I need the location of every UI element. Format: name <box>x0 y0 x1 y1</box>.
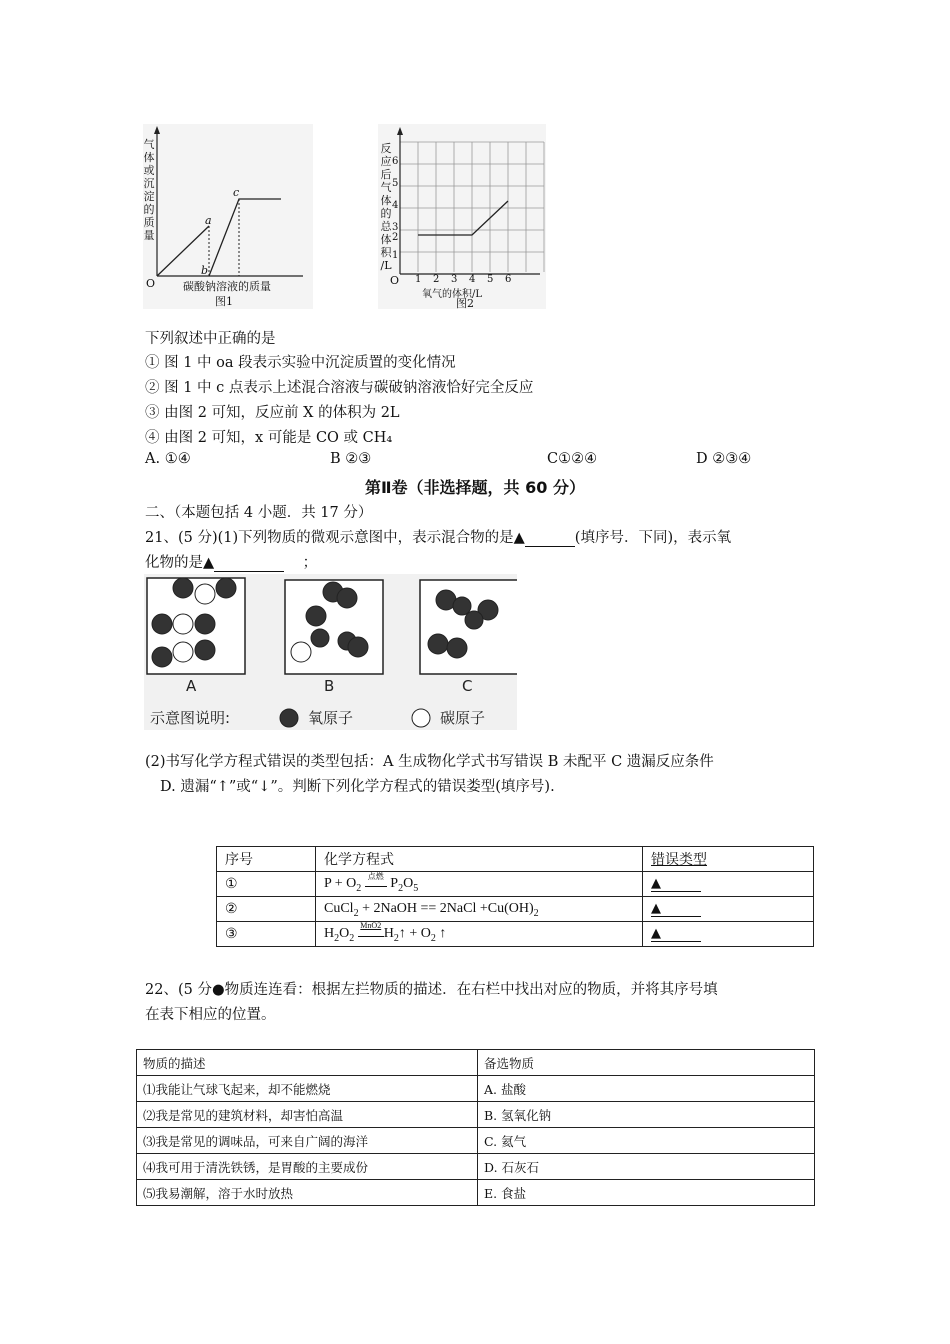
q21-part2-line-1: (2)书写化学方程式错误的类型包括：A 生成物化学式书写错误 B 未配平 C 遗漏反应条件 <box>145 754 714 770</box>
section-2-heading: 二、（本题包括 4 小题．共 17 分） <box>145 505 373 521</box>
box-label-b: B <box>324 677 335 695</box>
description-cell: ⑵我是常见的建筑材料，却害怕高温 <box>137 1102 478 1128</box>
table-row <box>217 897 814 922</box>
q20-statement-2: ② 图 1 中 c 点表示上述混合溶液与碳破钠溶液恰好完全反应 <box>145 380 534 396</box>
legend-carbon: 碳原子 <box>440 709 486 727</box>
row-number: ③ <box>217 922 316 947</box>
x-tick-6: 6 <box>505 274 512 285</box>
candidate-cell: B. 氢氧化钠 <box>478 1102 815 1128</box>
header-equation: 化学方程式 <box>316 847 643 872</box>
answer-cell[interactable]: ▲ <box>643 897 814 922</box>
answer-cell[interactable]: ▲ <box>643 872 814 897</box>
y-tick-4: 4 <box>392 200 399 211</box>
table-row <box>137 1102 815 1128</box>
candidate-cell: A. 盐酸 <box>478 1076 815 1102</box>
y-tick-2: 2 <box>392 232 399 243</box>
figure-2-xlabel: 氧气的体积/L <box>422 289 483 300</box>
y-tick-6: 6 <box>392 156 399 167</box>
table-row <box>137 1076 815 1102</box>
origin-label: O <box>390 274 400 287</box>
header-description: 物质的描述 <box>137 1050 478 1076</box>
equation-1: $P + O_2$ 点燃 $P_2O_5$ <box>316 872 643 897</box>
carbon-atom-icon <box>410 707 432 729</box>
equation-table <box>216 846 814 947</box>
figure-1-xlabel: 碳酸钠溶液的质量 <box>183 280 271 293</box>
y-tick-1: 1 <box>392 250 399 261</box>
point-b-label: b <box>201 264 209 277</box>
figure-2 <box>378 124 546 309</box>
description-cell: ⑸我易潮解，溶于水时放热 <box>137 1180 478 1206</box>
equation-2: CuCl$_2$ + 2NaOH == 2NaCl $+Cu(OH)_2$ <box>316 897 643 922</box>
table-row <box>217 922 814 947</box>
table-row <box>217 872 814 897</box>
candidate-cell: C. 氦气 <box>478 1128 815 1154</box>
description-cell: ⑴我能让气球飞起来，却不能燃烧 <box>137 1076 478 1102</box>
table-row <box>137 1180 815 1206</box>
x-tick-3: 3 <box>451 274 458 285</box>
point-c-label: c <box>233 186 240 199</box>
q22-line-2: 在表下相应的位置。 <box>145 1007 276 1023</box>
y-tick-3: 3 <box>392 222 399 233</box>
figure-2-ylabel: 反 应 后 气 体 的 总 体 积 /L <box>380 142 392 272</box>
figure-2-caption: 图2 <box>456 297 474 310</box>
q20-option-c: C①②④ <box>547 451 598 467</box>
header-candidates: 备选物质 <box>478 1050 815 1076</box>
x-tick-1: 1 <box>415 274 422 285</box>
section-title: 第Ⅱ卷（非选择题，共 60 分） <box>365 478 585 497</box>
table-row <box>137 1128 815 1154</box>
q20-option-a: A. ①④ <box>145 451 191 467</box>
candidate-cell: E. 食盐 <box>478 1180 815 1206</box>
q20-statement-1: ① 图 1 中 oa 段表示实验中沉淀质置的变化情况 <box>145 355 456 371</box>
description-cell: ⑷我可用于清洗铁锈，是胃酸的主要成份 <box>137 1154 478 1180</box>
x-tick-4: 4 <box>469 274 476 285</box>
origin-label: O <box>146 277 156 290</box>
matching-table <box>136 1049 815 1206</box>
x-tick-2: 2 <box>433 274 440 285</box>
figure-1-caption: 图1 <box>215 295 233 308</box>
legend-oxygen: 氧原子 <box>308 709 354 727</box>
point-a-label: a <box>205 214 212 227</box>
row-number: ② <box>217 897 316 922</box>
answer-cell[interactable]: ▲ <box>643 922 814 947</box>
q20-option-b: B ②③ <box>330 451 372 467</box>
box-label-c: C <box>462 677 473 695</box>
q21-line-1: 21、(5 分)(1)下列物质的微观示意图中，表示混合物的是▲ (填序号．下同)，表示氧 <box>145 530 732 546</box>
figure-1-ylabel: 气 体 或 沉 淀 的 质 量 <box>143 138 155 242</box>
equation-3: $H_2O_2$ MnO2 $H_2↑ + O_2$ ↑ <box>316 922 643 947</box>
x-tick-5: 5 <box>487 274 494 285</box>
row-number: ① <box>217 872 316 897</box>
candidate-cell: D. 石灰石 <box>478 1154 815 1180</box>
q22-line-1: 22、(5 分●物质连连看：根据左拦物质的描述．在右栏中找出对应的物质，并将其序号填 <box>145 982 718 998</box>
header-error-type: 错误类型 <box>643 847 814 872</box>
box-label-a: A <box>186 677 197 695</box>
q20-prompt: 下列叙述中正确的是 <box>145 331 276 347</box>
oxygen-atom-icon <box>278 707 300 729</box>
y-tick-5: 5 <box>392 178 399 189</box>
q20-statement-3: ③ 由图 2 可知，反应前 X 的体积为 2L <box>145 405 400 421</box>
q21-part2-line-2: D. 遗漏“↑”或“↓”。判断下列化学方程式的错误娄型(填序号). <box>160 779 555 795</box>
answer-blank-mixture[interactable] <box>525 530 575 547</box>
description-cell: ⑶我是常见的调味品，可来自广阔的海洋 <box>137 1128 478 1154</box>
answer-blank-oxide[interactable] <box>214 555 284 572</box>
legend-prefix: 示意图说明: <box>150 709 231 727</box>
q20-option-d: D ②③④ <box>696 451 752 467</box>
q21-line-2: 化物的是▲ ； <box>145 555 318 571</box>
q20-statement-4: ④ 由图 2 可知，x 可能是 CO 或 CH₄ <box>145 430 393 446</box>
molecule-diagram <box>144 574 517 730</box>
header-number: 序号 <box>217 847 316 872</box>
figure-1 <box>143 124 313 309</box>
table-row <box>137 1154 815 1180</box>
figure-2-graph <box>378 124 546 309</box>
